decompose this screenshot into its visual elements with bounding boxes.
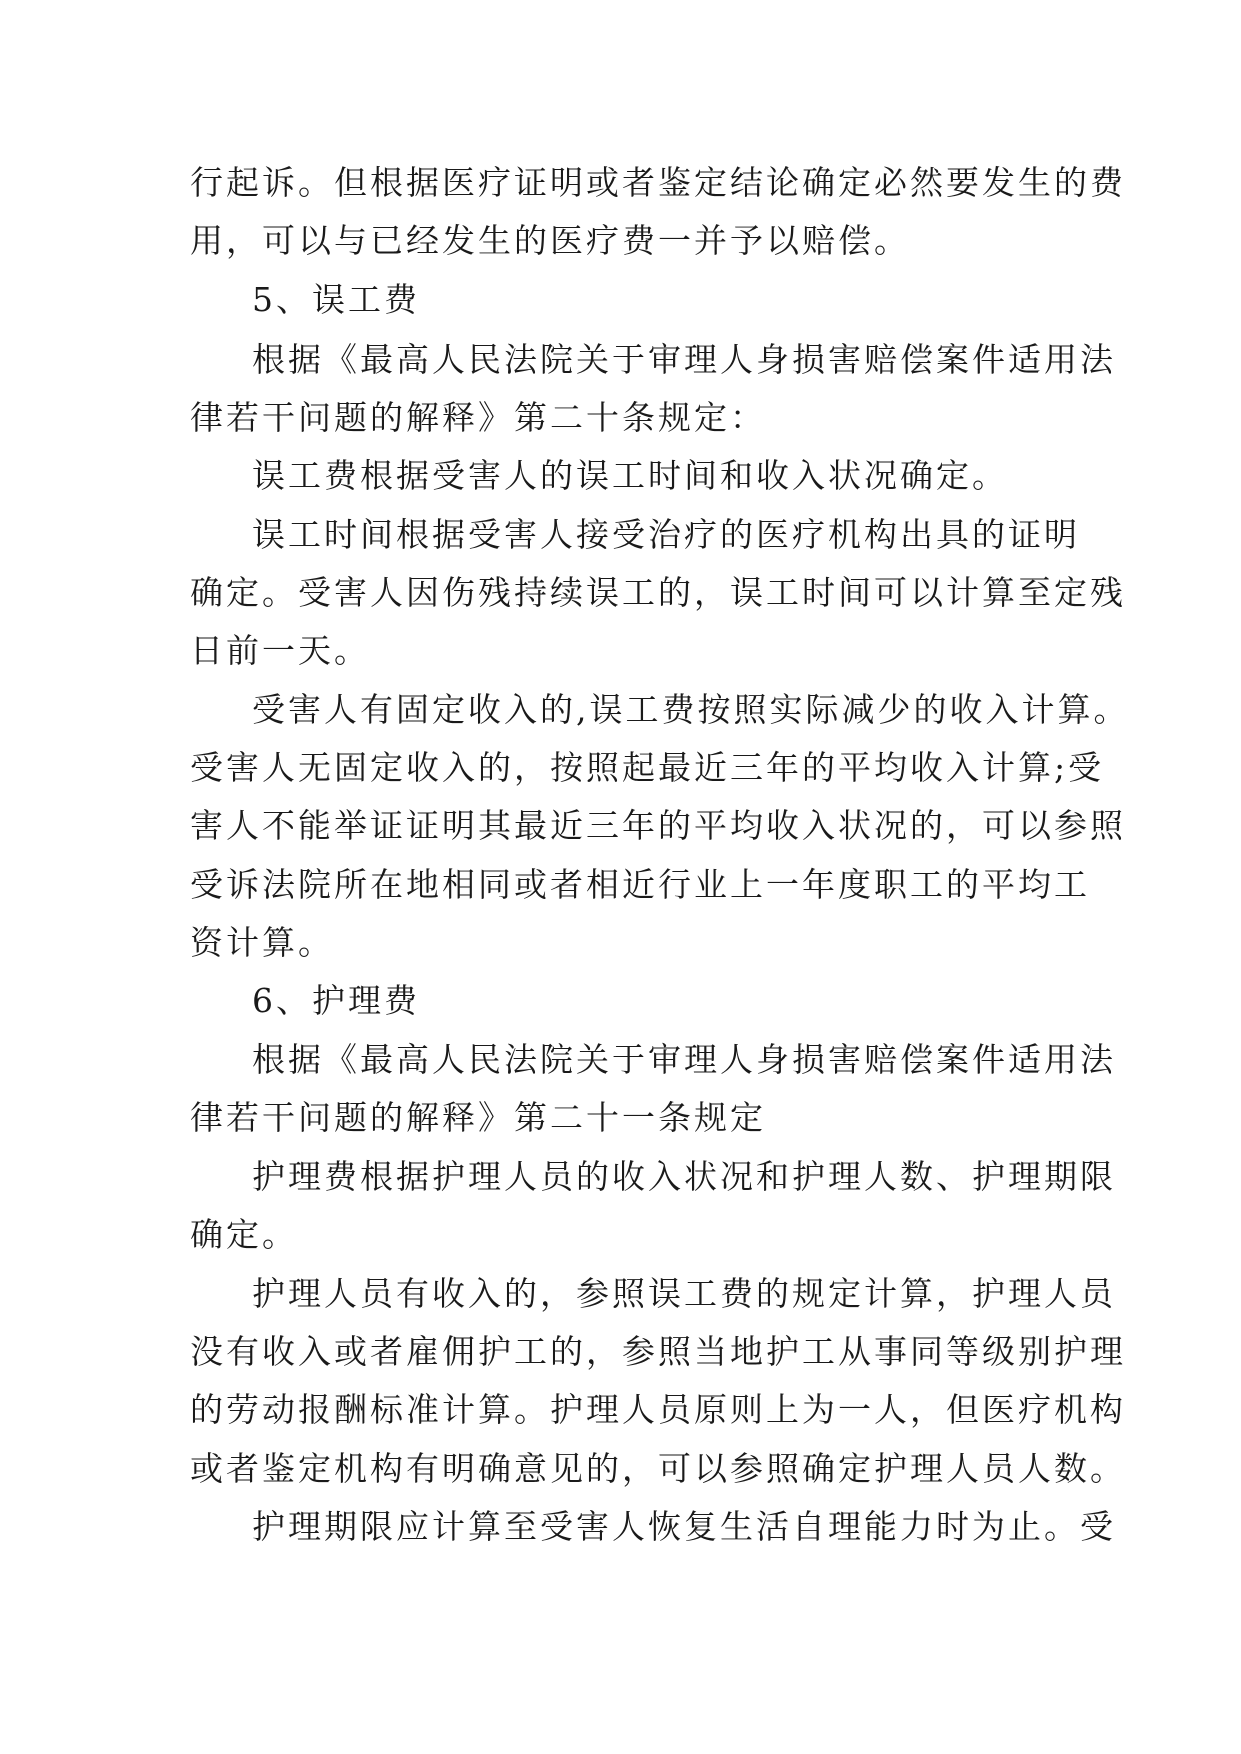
text-line: 日前一天。 bbox=[190, 631, 370, 670]
text-line: 误工费根据受害人的误工时间和收入状况确定。 bbox=[252, 456, 1008, 495]
text-line: 受害人有固定收入的,误工费按照实际减少的收入计算。 bbox=[252, 690, 1130, 729]
text-line: 受害人无固定收入的，按照起最近三年的平均收入计算;受 bbox=[190, 748, 1105, 787]
text-line: 律若干问题的解释》第二十一条规定 bbox=[190, 1098, 766, 1137]
text-line: 行起诉。但根据医疗证明或者鉴定结论确定必然要发生的费 bbox=[190, 163, 1126, 202]
text-line: 或者鉴定机构有明确意见的，可以参照确定护理人员人数。 bbox=[190, 1449, 1126, 1488]
text-line: 误工时间根据受害人接受治疗的医疗机构出具的证明 bbox=[252, 515, 1080, 554]
section-heading: 5、误工费 bbox=[252, 280, 420, 319]
section-heading: 6、护理费 bbox=[252, 981, 420, 1020]
text-line: 护理费根据护理人员的收入状况和护理人数、护理期限 bbox=[252, 1157, 1116, 1196]
text-line: 资计算。 bbox=[190, 923, 334, 962]
text-line: 害人不能举证证明其最近三年的平均收入状况的，可以参照 bbox=[190, 806, 1126, 845]
text-line: 根据《最高人民法院关于审理人身损害赔偿案件适用法 bbox=[252, 1040, 1116, 1079]
text-line: 的劳动报酬标准计算。护理人员原则上为一人，但医疗机构 bbox=[190, 1390, 1126, 1429]
text-line: 确定。受害人因伤残持续误工的，误工时间可以计算至定残 bbox=[190, 573, 1126, 612]
text-line: 受诉法院所在地相同或者相近行业上一年度职工的平均工 bbox=[190, 865, 1090, 904]
text-line: 确定。 bbox=[190, 1215, 298, 1254]
text-line: 律若干问题的解释》第二十条规定： bbox=[190, 398, 766, 437]
text-line: 没有收入或者雇佣护工的，参照当地护工从事同等级别护理 bbox=[190, 1332, 1126, 1371]
text-line: 护理人员有收入的，参照误工费的规定计算，护理人员 bbox=[252, 1274, 1116, 1313]
text-line: 根据《最高人民法院关于审理人身损害赔偿案件适用法 bbox=[252, 340, 1116, 379]
text-line: 用，可以与已经发生的医疗费一并予以赔偿。 bbox=[190, 221, 910, 260]
text-line: 护理期限应计算至受害人恢复生活自理能力时为止。受 bbox=[252, 1507, 1116, 1546]
